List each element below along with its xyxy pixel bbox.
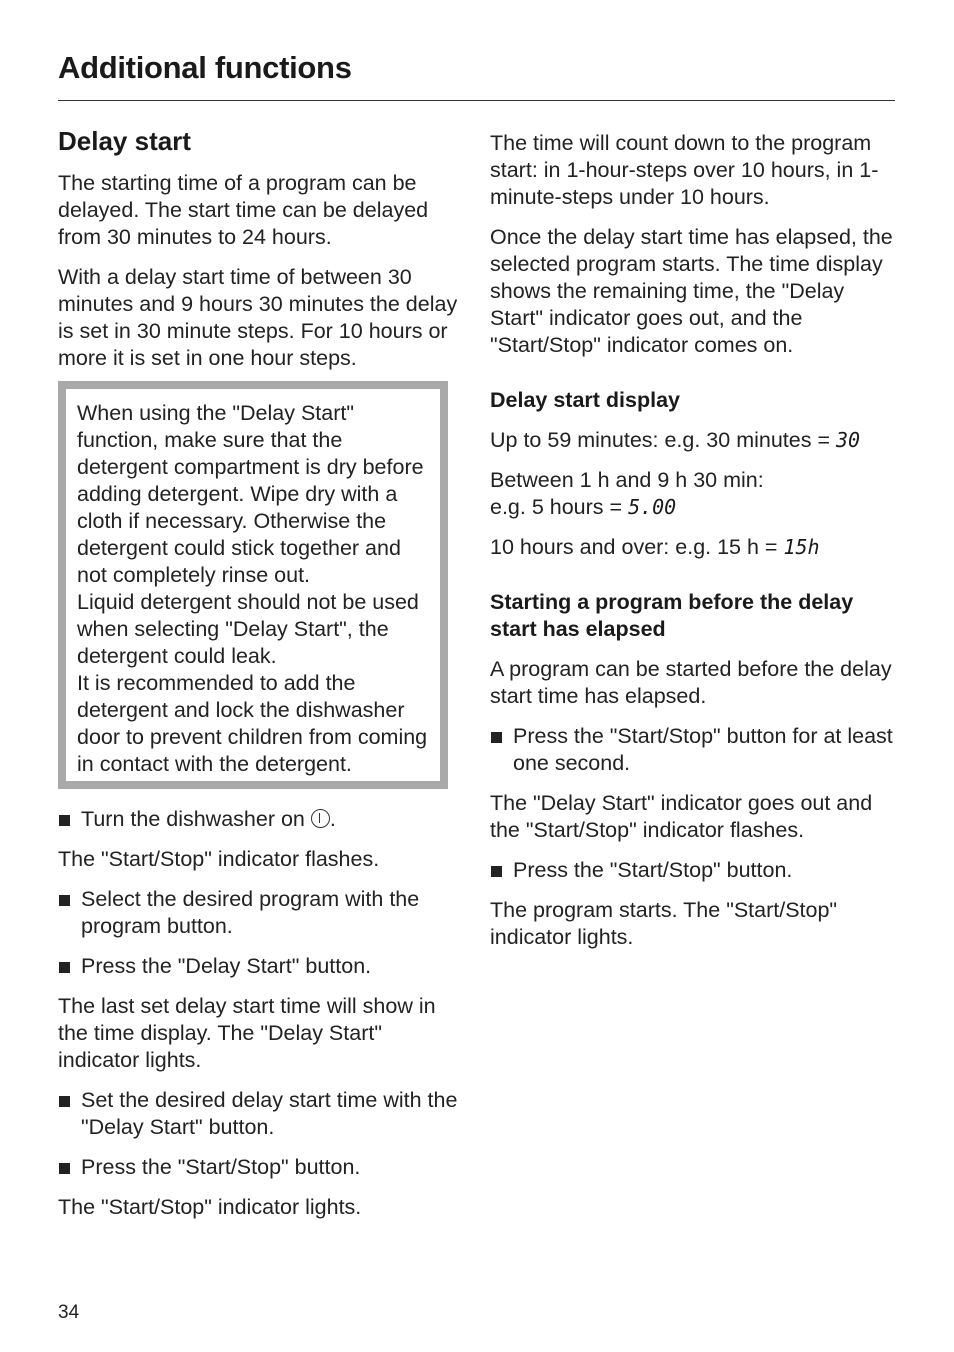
result-delay-indicator-out: The "Delay Start" indicator goes out and the "Start/Stop" indicator flashes. bbox=[490, 791, 873, 842]
display-example-over-10h-text: 10 hours and over: e.g. 15 h = bbox=[490, 535, 784, 559]
page-number: 34 bbox=[58, 1302, 80, 1323]
section-heading-delay-start: Delay start bbox=[58, 126, 191, 156]
warning-box bbox=[58, 381, 448, 789]
step-press-start-stop-again: Press the "Start/Stop" button. bbox=[490, 857, 895, 884]
heading-start-before-elapsed: Starting a program before the delay start has elapsed bbox=[490, 590, 854, 641]
early-start-paragraph: A program can be started before the delay start time has elapsed. bbox=[490, 657, 892, 708]
page-title: Additional functions bbox=[58, 50, 352, 85]
step-select-program: Select the desired program with the program button. bbox=[58, 886, 463, 940]
title-divider bbox=[58, 100, 895, 101]
display-value-30: 30 bbox=[835, 428, 861, 452]
step-turn-on bbox=[58, 806, 463, 833]
step-press-start-stop: Press the "Start/Stop" button. bbox=[58, 1154, 463, 1181]
step-turn-on-text: Turn the dishwasher on bbox=[81, 807, 305, 831]
display-value-5-00: 5.00 bbox=[628, 495, 677, 519]
intro-paragraph: The starting time of a program can be delayed. The start time can be delayed from 30 minutes to 24 hours. bbox=[58, 171, 429, 249]
left-column bbox=[58, 124, 463, 1221]
display-example-minutes-text: Up to 59 minutes: e.g. 30 minutes = bbox=[490, 428, 836, 452]
display-example-over-10h bbox=[490, 534, 895, 561]
steps-paragraph: With a delay start time of between 30 minutes and 9 hours 30 minutes the delay is set in 30 minute steps. For 10 hours or more it is set in one hour steps. bbox=[58, 265, 458, 370]
right-column bbox=[490, 130, 895, 951]
display-example-hours-text: e.g. 5 hours = bbox=[490, 495, 629, 519]
result-program-starts: The program starts. The "Start/Stop" indicator lights. bbox=[490, 898, 838, 949]
display-example-hours-line1: Between 1 h and 9 h 30 min: bbox=[490, 468, 764, 492]
warning-text-dry-compartment: When using the "Delay Start" function, make sure that the detergent compartment is dry before adding detergent. Wipe dry with a cloth if necessary. Otherwise the detergent could stick together and not completely rinse out. bbox=[77, 401, 424, 587]
step-set-delay: Set the desired delay start time with the "Delay Start" button. bbox=[58, 1087, 463, 1141]
step-hold-start-stop: Press the "Start/Stop" button for at least one second. bbox=[490, 723, 895, 777]
elapsed-paragraph: Once the delay start time has elapsed, the selected program starts. The time display shows the remaining time, the "Delay Start" indicator goes out, and the "Start/Stop" indicator comes on. bbox=[490, 225, 893, 357]
warning-text-liquid-detergent: Liquid detergent should not be used when selecting "Delay Start", the detergent could leak. bbox=[77, 590, 419, 668]
display-example-hours bbox=[490, 467, 895, 521]
result-indicator-flashes: The "Start/Stop" indicator flashes. bbox=[58, 847, 380, 871]
display-example-minutes bbox=[490, 427, 895, 454]
countdown-paragraph: The time will count down to the program start: in 1-hour-steps over 10 hours, in 1-minute-steps under 10 hours. bbox=[490, 131, 879, 209]
step-turn-on-end: . bbox=[329, 807, 336, 831]
power-icon bbox=[311, 809, 330, 828]
result-last-delay-shown: The last set delay start time will show in the time display. The "Delay Start" indicator lights. bbox=[58, 994, 436, 1072]
warning-text-children: It is recommended to add the detergent and lock the dishwasher door to prevent children from coming in contact with the detergent. bbox=[77, 671, 428, 776]
result-indicator-lights: The "Start/Stop" indicator lights. bbox=[58, 1195, 362, 1219]
display-value-15h: 15h bbox=[783, 535, 820, 559]
step-press-delay-start: Press the "Delay Start" button. bbox=[58, 953, 463, 980]
heading-delay-start-display: Delay start display bbox=[490, 388, 681, 412]
